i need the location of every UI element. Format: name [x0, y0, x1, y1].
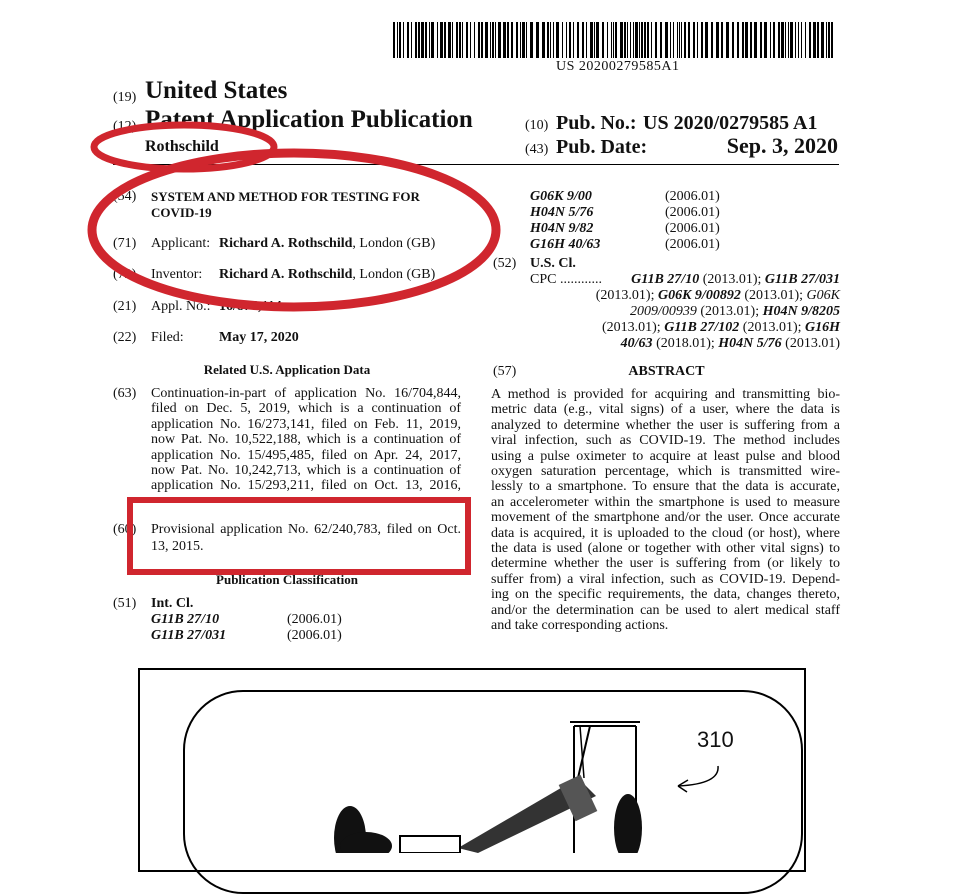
- intcl-class-2: G11B 27/031: [151, 628, 227, 643]
- appl-value: 16/876,114: [219, 299, 282, 314]
- cpc-segment: G11B 27/10: [631, 272, 700, 287]
- class-year-4: (2006.01): [665, 237, 720, 252]
- abstract-line: data is acquired, it is uploaded to the cloud (or host), where: [491, 525, 840, 541]
- filed-value: May 17, 2020: [219, 330, 299, 345]
- intcl-year-2: (2006.01): [287, 628, 342, 643]
- class-h04n-5-76: H04N 5/76: [530, 205, 594, 220]
- pub-no-value: US 2020/0279585 A1: [643, 112, 818, 134]
- cpc-segment: (2018.01);: [652, 336, 719, 351]
- abstract-line: and take corresponding actions.: [491, 618, 669, 634]
- code-10: (10): [525, 118, 549, 133]
- class-h04n-9-82: H04N 9/82: [530, 221, 594, 236]
- publication-type-title: Patent Application Publication: [145, 106, 473, 133]
- filed-code: (22): [113, 330, 137, 345]
- abstract-line: suffer from) a viral infection, such as COVID-19. Depend-: [491, 571, 840, 587]
- abstract-line: viral infection, such as COVID-19. The method includes: [491, 433, 840, 449]
- provisional-line-2: 13, 2015.: [151, 539, 204, 554]
- title-code: (54): [113, 189, 137, 204]
- pub-no-label: Pub. No.:: [556, 112, 637, 134]
- cpc-segment: (2013.01): [781, 336, 840, 351]
- uscl-label: U.S. Cl.: [530, 256, 576, 271]
- cpc-segment: G06K 9/00892: [657, 288, 741, 303]
- appl-label: Appl. No.:: [151, 299, 211, 314]
- cpc-segment: 40/63: [620, 336, 653, 351]
- applicant-name: Richard A. Rothschild: [219, 236, 353, 251]
- publication-classification-heading: Publication Classification: [216, 572, 358, 587]
- cpc-segment: G16H: [805, 320, 840, 335]
- barcode-number: US 20200279585A1: [556, 59, 680, 74]
- invention-title-line-1: SYSTEM AND METHOD FOR TESTING FOR: [151, 189, 420, 204]
- continuation-line: application No. 16/273,141, filed on Feb. 11, 2019,: [151, 416, 461, 432]
- inventor-name: Richard A. Rothschild: [219, 267, 353, 282]
- invention-title-line-2: COVID-19: [151, 205, 212, 220]
- continuation-line: Continuation-in-part of application No. 16/704,844,: [151, 386, 461, 401]
- applicant-code: (71): [113, 236, 137, 251]
- code-19: (19): [113, 90, 137, 105]
- provisional-line-1: Provisional application No. 62/240,783, filed on Oct.: [151, 522, 461, 537]
- applicant-label: Applicant:: [151, 236, 211, 251]
- continuation-line: application No. 15/293,211, filed on Oct. 13, 2016,: [151, 478, 461, 494]
- cpc-segment: 2009/00939: [630, 304, 697, 319]
- cpc-segment: (2013.01);: [601, 320, 665, 335]
- abstract-line: the data is used (alone or together with other vital signs) to: [491, 541, 840, 557]
- annotation-ellipse-title: [92, 153, 496, 307]
- cpc-segment: H04N 5/76: [718, 336, 782, 351]
- cpc-segment: (2013.01);: [595, 288, 658, 303]
- intcl-year-1: (2006.01): [287, 612, 342, 627]
- code-43: (43): [525, 142, 549, 157]
- cpc-segment: (2013.01);: [696, 304, 763, 319]
- intcl-class-1: G11B 27/10: [151, 612, 220, 627]
- related-data-heading: Related U.S. Application Data: [203, 362, 371, 377]
- cpc-label: CPC ............: [530, 272, 602, 287]
- filed-label: Filed:: [151, 330, 184, 345]
- country-title: United States: [145, 77, 288, 104]
- continuation-code: (63): [113, 386, 137, 401]
- abstract-line: an accelerometer within the smartphone is used to measure: [491, 494, 840, 510]
- abstract-line: A method is provided for acquiring and transmitting bio-: [491, 387, 840, 402]
- inventor-code: (72): [113, 267, 137, 282]
- intcl-label: Int. Cl.: [151, 596, 194, 611]
- abstract-heading: ABSTRACT: [628, 364, 705, 379]
- inventor-location: , London (GB): [352, 267, 436, 282]
- inventor-label: Inventor:: [151, 267, 203, 282]
- cpc-segment: G06K: [806, 288, 840, 303]
- abstract-line: oxygen saturation percentage, which is transmitted wire-: [491, 464, 840, 480]
- cpc-segment: (2013.01);: [740, 288, 807, 303]
- provisional-code: (60): [113, 522, 137, 537]
- abstract-line: movement of the smartphone and/or the user. Once accurate: [491, 510, 840, 526]
- class-year-2: (2006.01): [665, 205, 720, 220]
- class-g06k-9-00: G06K 9/00: [530, 189, 592, 204]
- cpc-segment: (2013.01);: [739, 320, 805, 335]
- intcl-code: (51): [113, 596, 137, 611]
- abstract-line: determine whether the user is suffering from (or likely to: [491, 556, 840, 572]
- abstract-line: and/or the determination can be used to alert medical staff: [491, 602, 840, 618]
- continuation-line: application No. 15/495,485, filed on Apr. 24, 2017,: [151, 447, 461, 463]
- abstract-line: ing on the specific requirements, the data, changes thereto,: [491, 587, 840, 603]
- pub-date-value: Sep. 3, 2020: [726, 133, 838, 158]
- class-year-1: (2006.01): [665, 189, 720, 204]
- pub-date-label: Pub. Date:: [556, 136, 648, 158]
- class-g16h-40-63: G16H 40/63: [530, 237, 601, 252]
- continuation-line: now Pat. No. 10,522,188, which is a continuation of: [151, 432, 461, 448]
- applicant-location: , London (GB): [352, 236, 436, 251]
- cpc-segment: G11B 27/102: [664, 320, 740, 335]
- cpc-segment: H04N 9/8205: [762, 304, 840, 319]
- abstract-line: metric data (e.g., vital signs) of a user, where the data is: [491, 402, 840, 418]
- abstract-line: using a pulse oximeter to acquire at least pulse and blood: [491, 448, 840, 464]
- abstract-line: analyzed to determine whether the user is suffering from a: [491, 417, 840, 433]
- uscl-code: (52): [493, 256, 517, 271]
- abstract-code: (57): [493, 364, 517, 379]
- appl-code: (21): [113, 299, 137, 314]
- continuation-line: filed on Dec. 5, 2019, which is a continuation of: [151, 401, 461, 417]
- cpc-segment: G11B 27/031: [764, 272, 840, 287]
- annotation-box-provisional: [130, 500, 468, 572]
- abstract-line: lessly to a smartphone. To ensure that the data is accurate,: [491, 479, 840, 495]
- class-year-3: (2006.01): [665, 221, 720, 236]
- cpc-segment: (2013.01);: [699, 272, 765, 287]
- continuation-line: now Pat. No. 10,242,713, which is a continuation of: [151, 463, 461, 479]
- author-name: Rothschild: [145, 138, 219, 155]
- drawing-reference-number: 310: [697, 727, 734, 752]
- code-12: (12): [113, 119, 137, 134]
